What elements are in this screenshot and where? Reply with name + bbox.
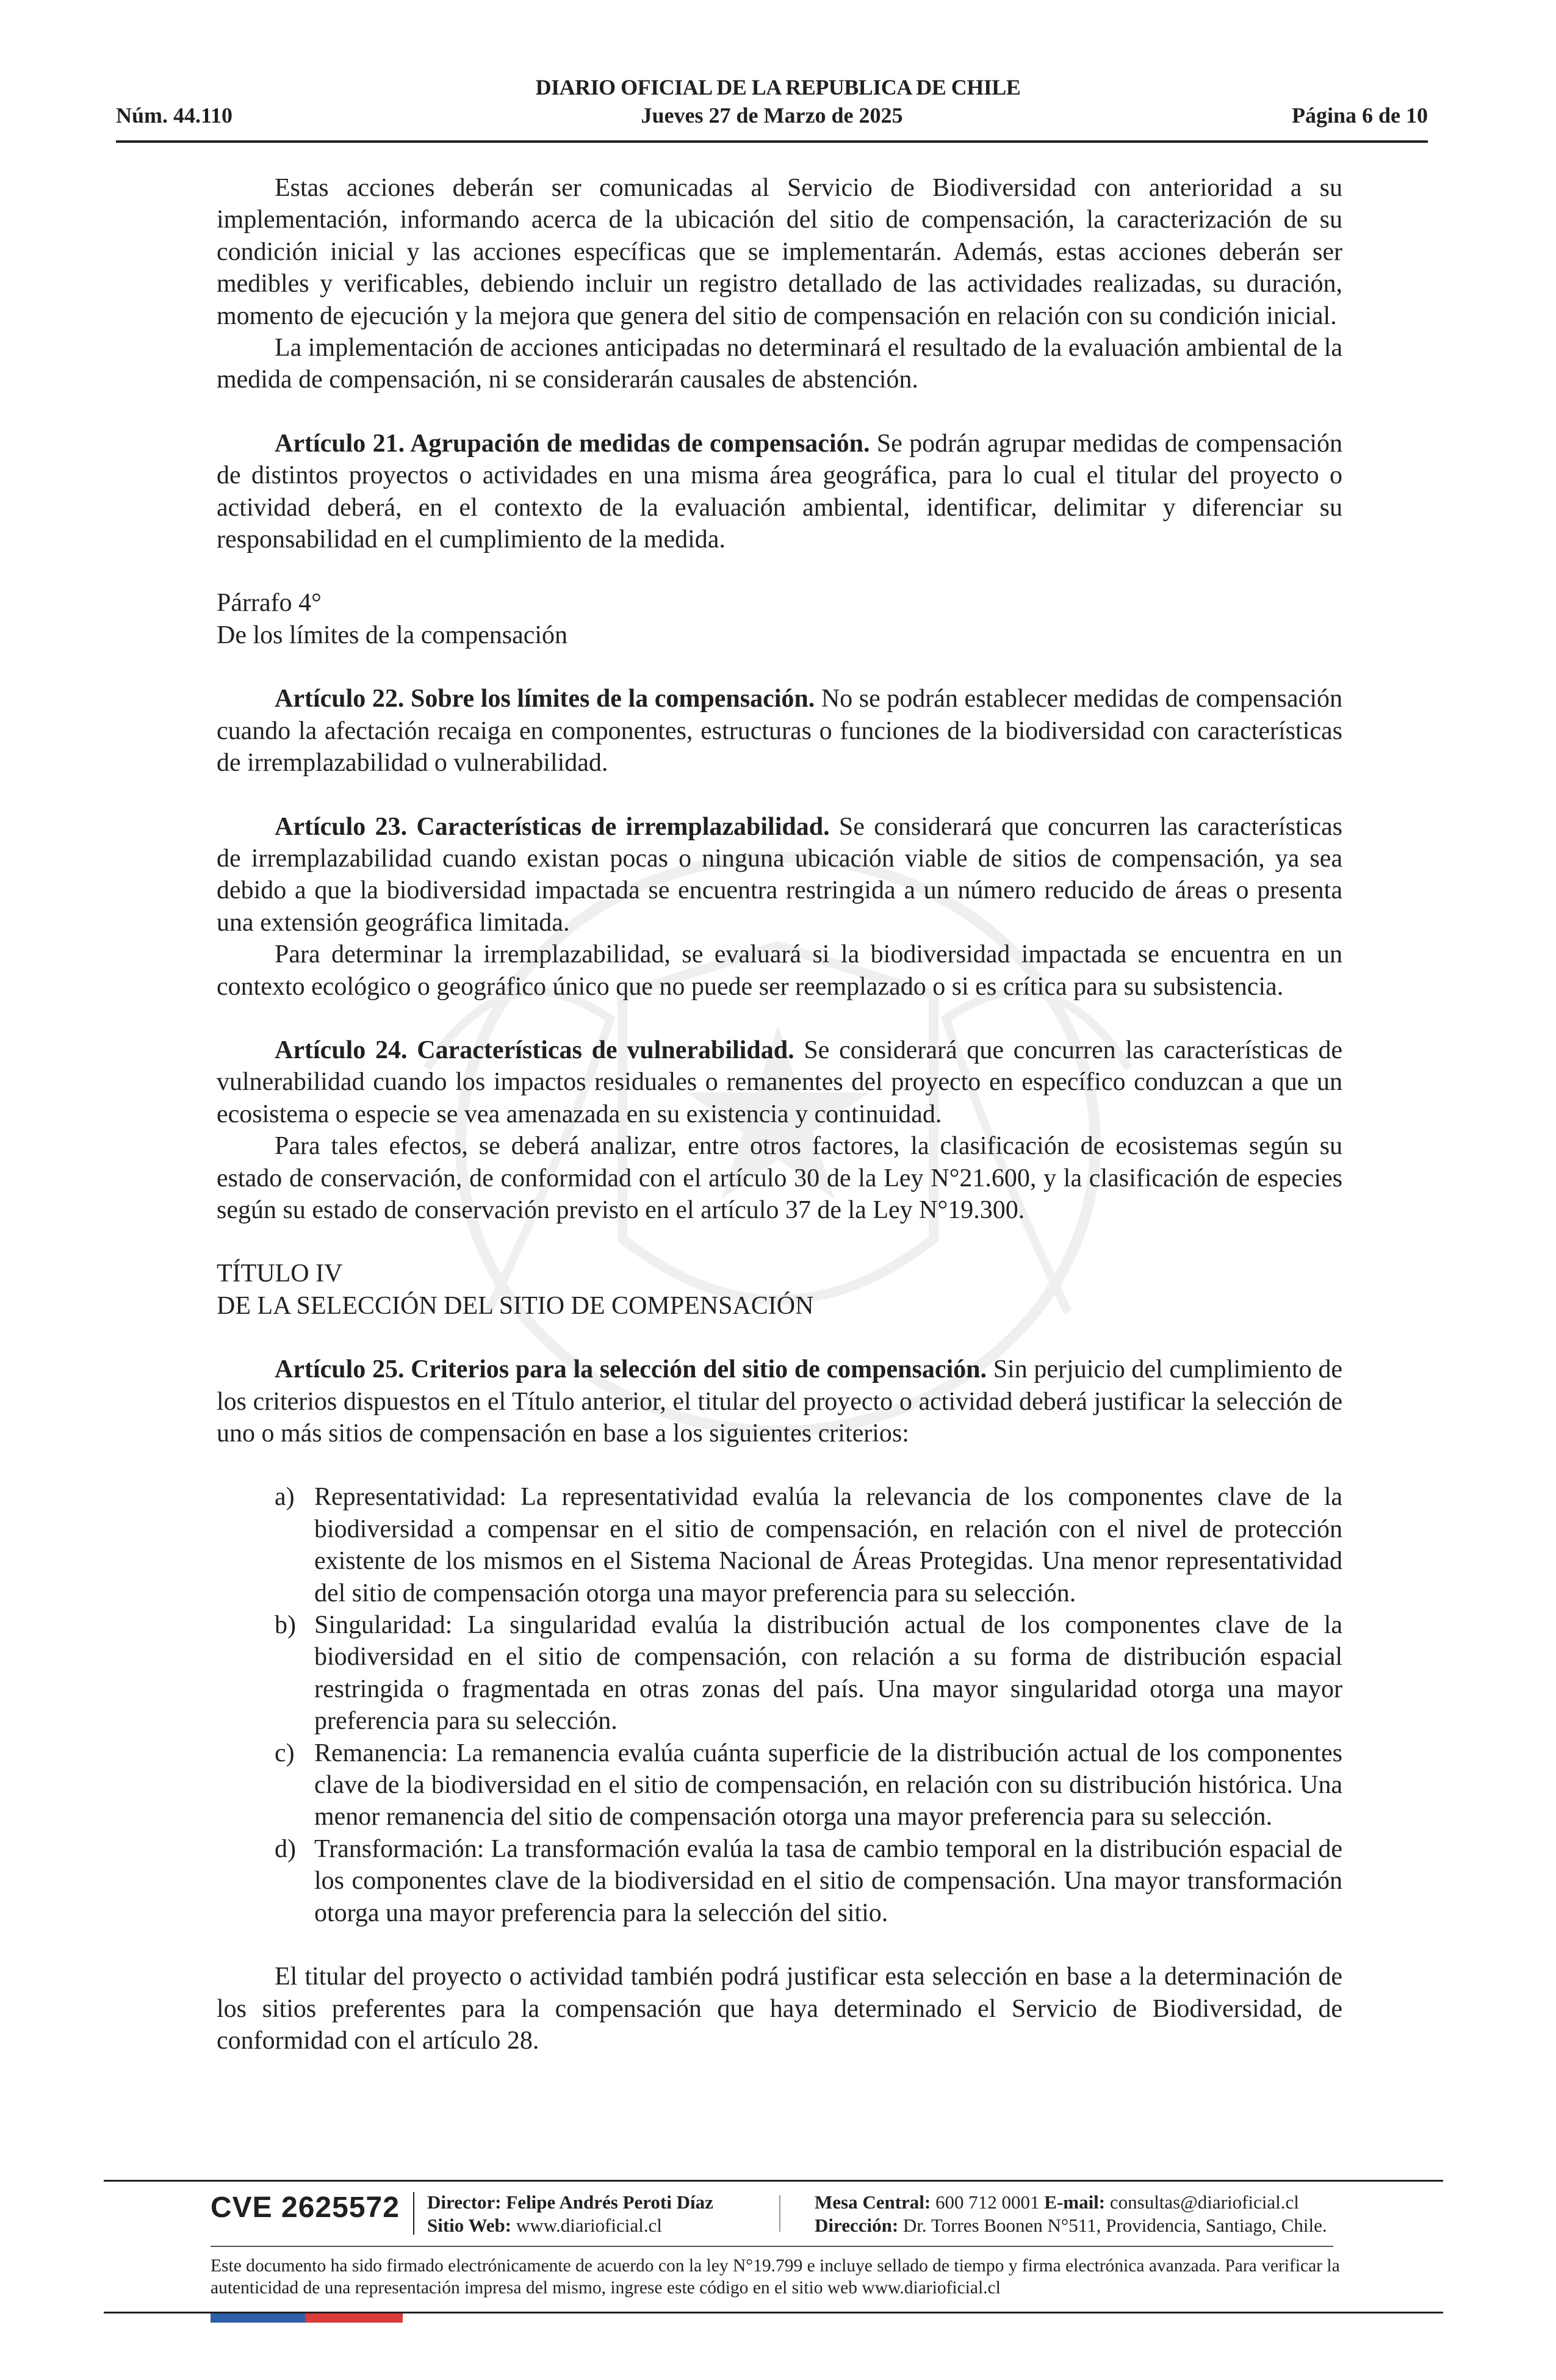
phone-value: 600 712 0001: [935, 2191, 1040, 2213]
article-title: Artículo 21. Agrupación de medidas de compensación.: [275, 429, 870, 458]
web-label: Sitio Web:: [427, 2215, 512, 2236]
article-23: [217, 811, 1342, 939]
web-link[interactable]: www.diarioficial.cl: [516, 2215, 662, 2236]
article-21: [217, 428, 1342, 556]
article-text: Se considerará que concurren las características de vulnerabilidad cuando los impactos residuales o remanentes del proyecto en específico conduzcan a que un ecosistema o especie se vea amenazada en su existencia y continuidad.: [217, 1036, 1343, 1128]
page-number: Página 6 de 10: [1291, 103, 1428, 128]
title-subheading: DE LA SELECCIÓN DEL SITIO DE COMPENSACIÓN: [217, 1291, 814, 1320]
article-title: Artículo 25. Criterios para la selección del sitio de compensación.: [275, 1355, 987, 1384]
list-text: Transformación: La transformación evalúa la tasa de cambio temporal en la distribución espacial de los componentes clave de la biodiversidad en el sitio de compensación. Una mayor transformación otorga una mayor preferencia para la selección del sitio.: [314, 1834, 1342, 1927]
article-title: Artículo 24. Características de vulnerabilidad.: [275, 1036, 794, 1064]
criteria-list: [217, 1481, 1342, 1929]
list-text: Representatividad: La representatividad evalúa la relevancia de los componentes clave de la biodiversidad a compensar en el sitio de compensación, en relación con el nivel de protección existente de los mismos en el Sistema Nacional de Áreas Protegidas. Una menor representatividad del sitio de compensación otorga una mayor preferencia para su selección.: [314, 1483, 1342, 1607]
publication-title: DIARIO OFICIAL DE LA REPUBLICA DE CHILE: [535, 75, 1021, 99]
list-letter: a): [275, 1483, 295, 1512]
title-heading: TÍTULO IV: [217, 1260, 343, 1288]
footer-divider: [779, 2195, 780, 2232]
article-22: [217, 683, 1342, 779]
article-25: [217, 1354, 1342, 1449]
footer-contact-block: [815, 2191, 1327, 2237]
article-text: Se considerará que concurren las características de irremplazabilidad cuando existan pocas o ninguna ubicación viable de sitios de compensación, ya sea debido a que la biodiversidad impactada se encuentra restringida a un número reducido de áreas o presenta una extensión geográfica limitada.: [217, 812, 1342, 937]
flag-stripe-blue: [211, 2313, 305, 2323]
paragraph: Para tales efectos, se deberá analizar, entre otros factores, la clasificación de ecosistemas según su estado de conservación, de conformidad con el artículo 30 de la Ley N°21.600, y la clasificación de especies según su estado de conservación previsto en el artículo 37 de la Ley N°19.300.: [217, 1132, 1342, 1224]
article-text: Sin perjuicio del cumplimiento de los criterios dispuestos en el Título anterior, el titular del proyecto o actividad deberá justificar la selección de uno o más sitios de compensación en base a los siguientes criterios:: [217, 1355, 1342, 1448]
list-text: Singularidad: La singularidad evalúa la distribución actual de los componentes clave de la biodiversidad en el sitio de compensación, con relación a su forma de distribución espacial restringida o fragmentada en otras zonas del país. Una mayor singularidad otorga una mayor preferencia para su selección.: [314, 1611, 1342, 1736]
list-item: [217, 1833, 1342, 1929]
footer-divider: [413, 2192, 414, 2235]
paragraph: El titular del proyecto o actividad también podrá justificar esta selección en base a la determinación de los sitios preferentes para la compensación que haya determinado el Servicio de Biodiversidad, de conformidad con el artículo 28.: [217, 1963, 1342, 2055]
article-text: Se podrán agrupar medidas de compensación de distintos proyectos o actividades en una misma área geográfica, para lo cual el titular del proyecto o actividad deberá, en el contexto de la evaluación ambiental, identificar, delimitar y diferenciar su responsabilidad en el cumplimiento de la medida.: [217, 429, 1342, 554]
list-letter: c): [275, 1739, 295, 1767]
footer-rule: [104, 2180, 1443, 2182]
list-letter: b): [275, 1611, 296, 1640]
list-letter: d): [275, 1834, 296, 1863]
article-text: No se podrán establecer medidas de compensación cuando la afectación recaiga en componentes, estructuras o funciones de la biodiversidad con características de irremplazabilidad o vulnerabilidad.: [217, 685, 1342, 777]
header-row: [116, 103, 1428, 132]
article-title: Artículo 23. Características de irremplazabilidad.: [275, 812, 830, 841]
article-24: [217, 1034, 1342, 1130]
section-subheading: De los límites de la compensación: [217, 621, 568, 649]
header-rule: [116, 140, 1428, 143]
list-item: [217, 1481, 1342, 1609]
list-text: Remanencia: La remanencia evalúa cuánta superficie de la distribución actual de los componentes clave de la biodiversidad en el sitio de compensación, en relación con su distribución histórica. Una menor remanencia del sitio de compensación otorga una mayor preferencia para su selección.: [314, 1739, 1342, 1831]
flag-stripe-red: [305, 2313, 403, 2323]
cve-code: CVE 2625572: [211, 2191, 400, 2224]
document-body: [217, 172, 1342, 2057]
paragraph: Estas acciones deberán ser comunicadas al Servicio de Biodiversidad con anterioridad a su implementación, informando acerca de la ubicación del sitio de compensación, la caracterización de su condición inicial y las acciones específicas que se implementarán. Además, estas acciones deberán ser medibles y verificables, debiendo incluir un registro detallado de las actividades realizadas, su duración, momento de ejecución y la mejora que genera del sitio de compensación en relación con su condición inicial.: [217, 174, 1342, 330]
address-value: Dr. Torres Boonen N°511, Providencia, Santiago, Chile.: [902, 2215, 1327, 2236]
footer-director-block: [427, 2191, 713, 2237]
email-label: E-mail:: [1044, 2191, 1106, 2213]
email-link[interactable]: consultas@diarioficial.cl: [1109, 2191, 1299, 2213]
list-item: [217, 1609, 1342, 1737]
address-label: Dirección:: [815, 2215, 899, 2236]
list-item: [217, 1737, 1342, 1833]
article-title: Artículo 22. Sobre los límites de la compensación.: [275, 685, 815, 713]
paragraph: Para determinar la irremplazabilidad, se evaluará si la biodiversidad impactada se encuentra en un contexto ecológico o geográfico único que no puede ser reemplazado o si es crítica para su subsistencia.: [217, 940, 1342, 1001]
director-label: Director: Felipe Andrés Peroti Díaz: [427, 2191, 713, 2213]
paragraph: La implementación de acciones anticipadas no determinará el resultado de la evaluación ambiental de la medida de compensación, ni se considerarán causales de abstención.: [217, 334, 1342, 394]
phone-label: Mesa Central:: [815, 2191, 931, 2213]
section-heading: Párrafo 4°: [217, 589, 322, 618]
footer-rule: [211, 2246, 1333, 2247]
issue-number: Núm. 44.110: [116, 103, 233, 128]
issue-date: Jueves 27 de Marzo de 2025: [641, 103, 903, 128]
signature-note: Este documento ha sido firmado electrónicamente de acuerdo con la ley N°19.799 e incluye sellado de tiempo y firma electrónica avanzada. Para verificar la autenticidad de una representación impresa del mismo, ingrese este código en el sitio web www.diarioficial.cl: [211, 2256, 1340, 2298]
